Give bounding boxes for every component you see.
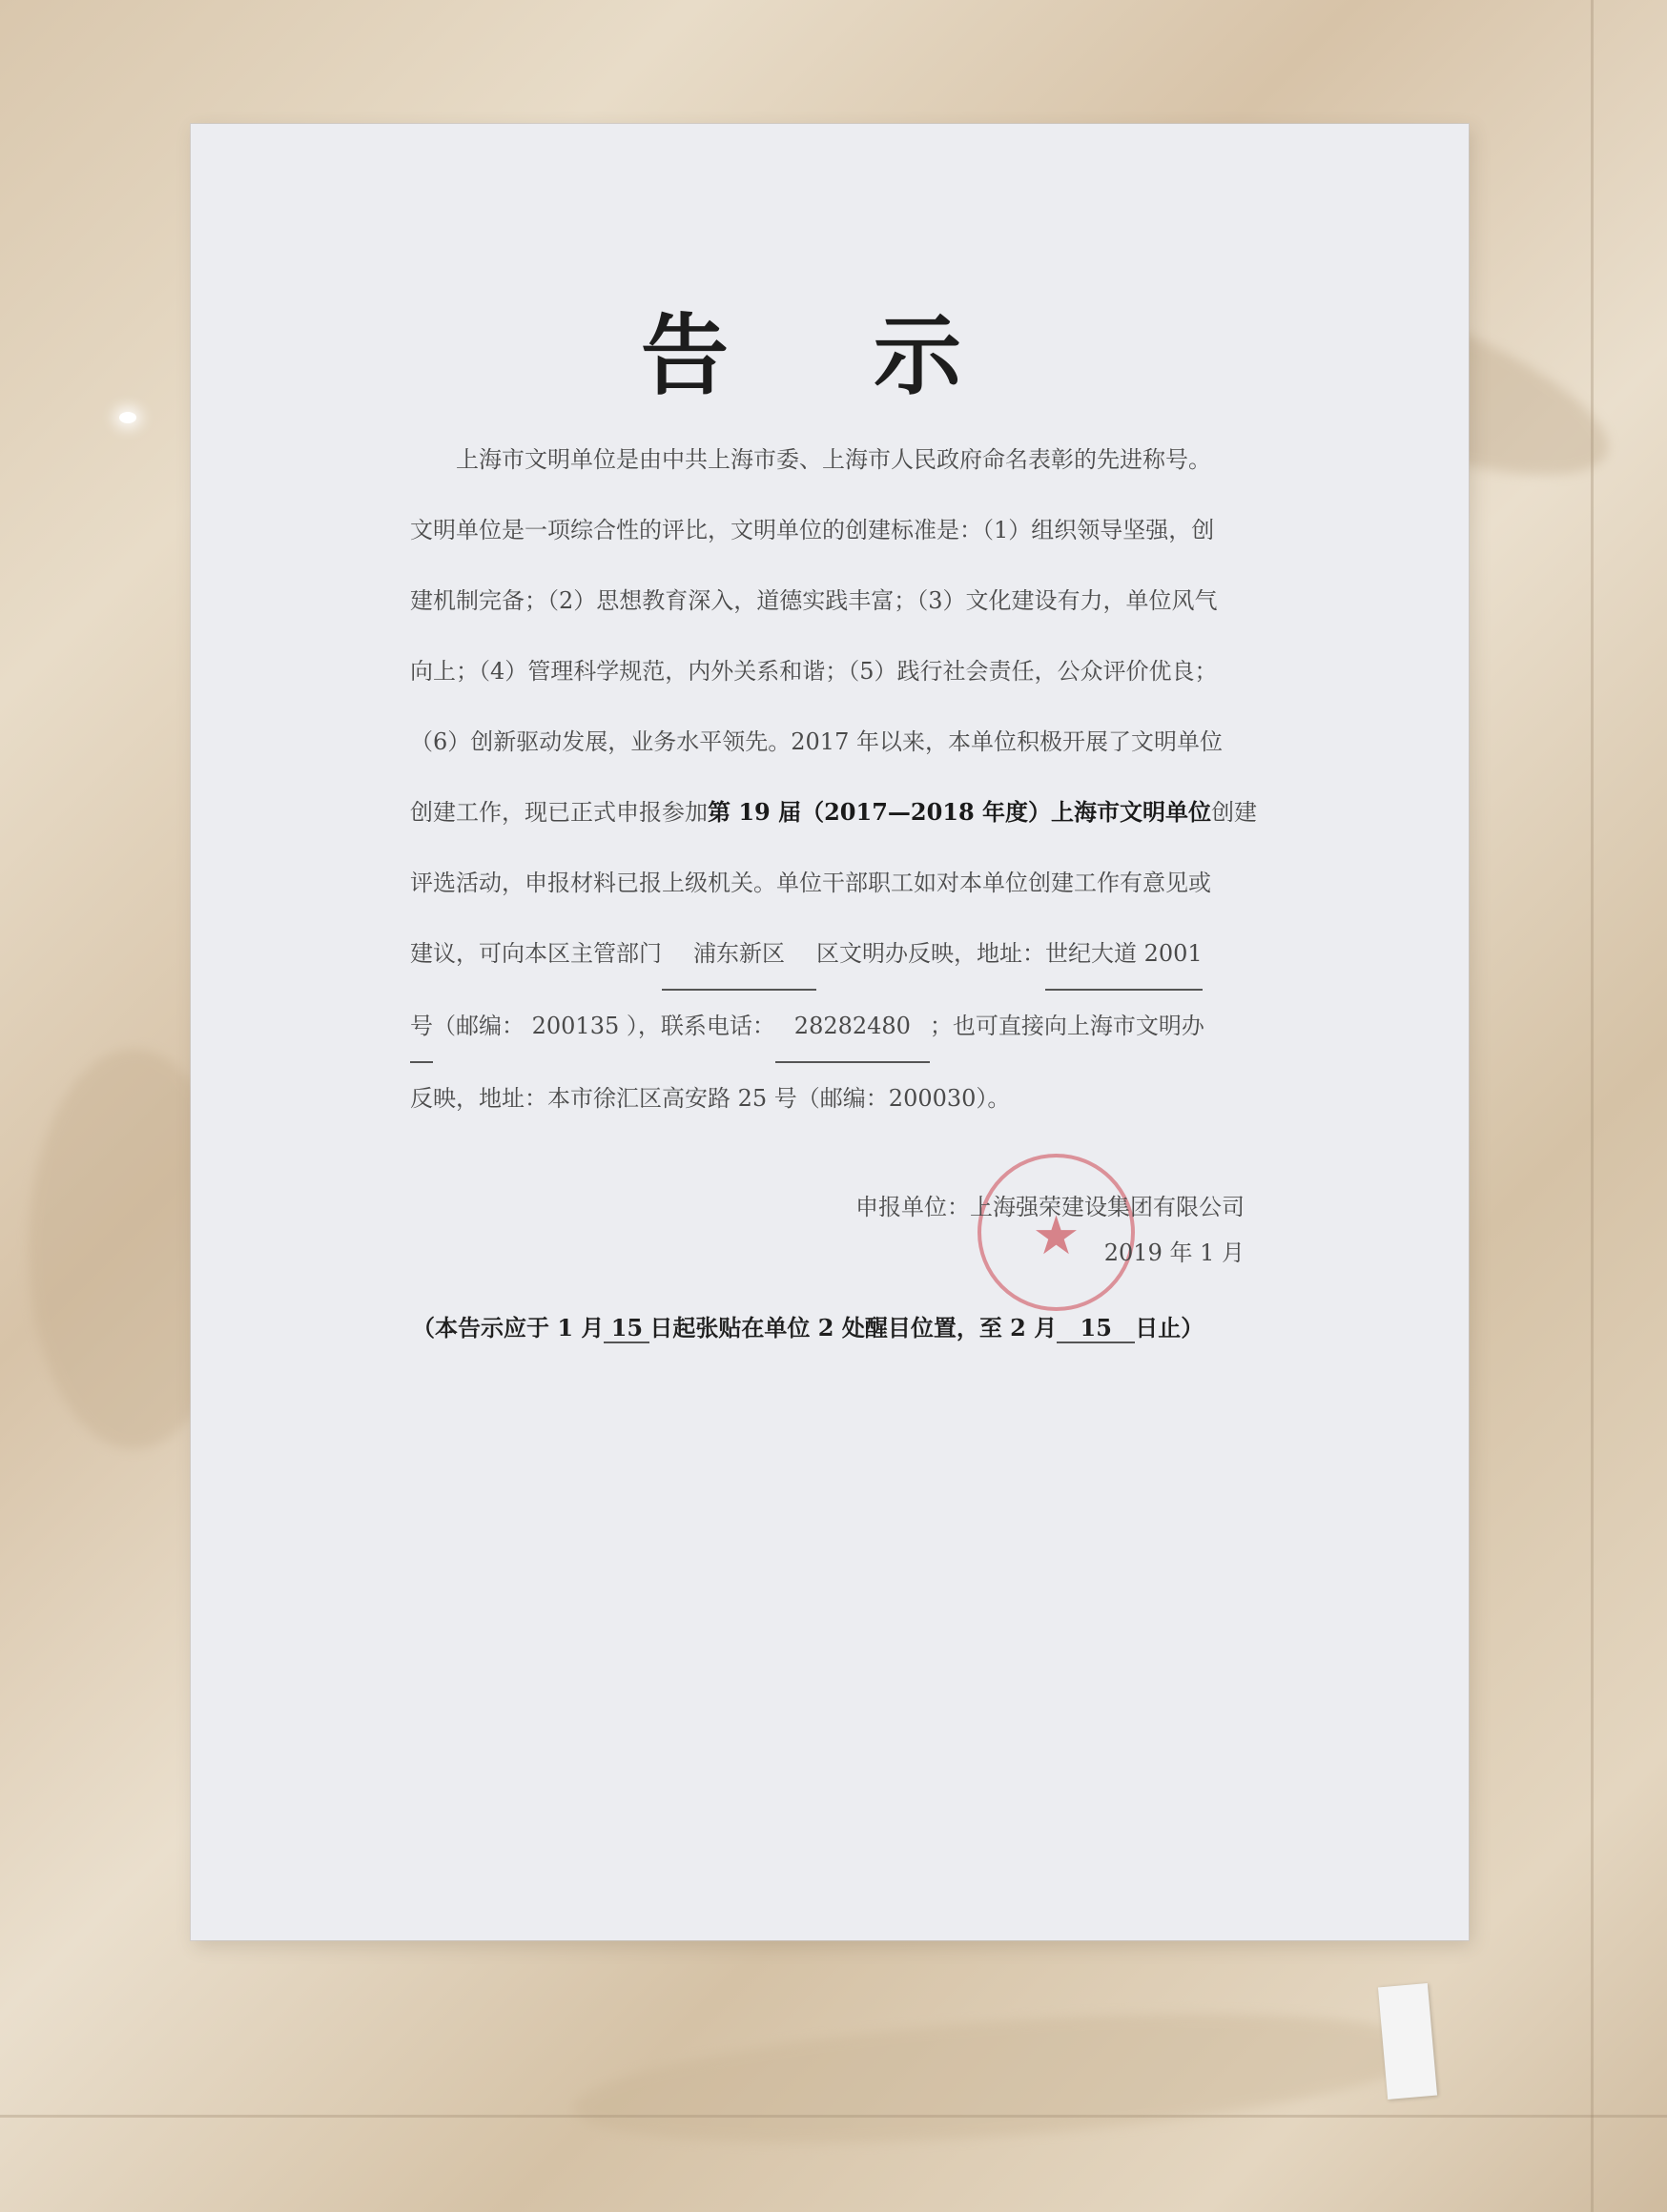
- body-line: （6）创新驱动发展，业务水平领先。2017 年以来，本单位积极开展了文明单位: [410, 728, 1223, 755]
- marble-vein: [569, 1992, 1433, 2165]
- body-line: 上海市文明单位是由中共上海市委、上海市人民政府命名表彰的先进称号。: [456, 446, 1211, 473]
- body-text-fragment: 建议，可向本区主管部门: [410, 940, 662, 967]
- start-day-field: 15: [604, 1314, 649, 1343]
- wall-sticker: [1378, 1983, 1437, 2099]
- posting-note: [412, 1309, 1204, 1343]
- address-field-cont: 号: [410, 991, 433, 1063]
- end-day-field: 15: [1057, 1314, 1135, 1343]
- body-line: [410, 991, 1240, 1063]
- light-glare: [119, 412, 136, 423]
- notice-date: 2019 年 1 月: [1103, 1239, 1245, 1266]
- body-line: [410, 777, 1258, 848]
- body-line: 文明单位是一项综合性的评比，文明单位的创建标准是：（1）组织领导坚强，创: [410, 517, 1215, 543]
- body-line: [410, 918, 1240, 991]
- address-field: 世纪大道 2001: [1045, 918, 1203, 991]
- note-fragment: （本告示应于 1 月: [412, 1314, 605, 1342]
- note-fragment: 日起张贴在单位 2 处醒目位置，至 2 月: [649, 1314, 1058, 1342]
- phone-field: 28282480: [775, 991, 930, 1063]
- body-text-fragment: ；也可直接向上海市文明办: [929, 1013, 1204, 1039]
- body-text-fragment: 创建工作，现已正式申报参加: [410, 799, 708, 826]
- tile-seam: [1591, 0, 1594, 2212]
- note-fragment: 日止）: [1135, 1314, 1204, 1342]
- body-text-fragment: （邮编： 200135 ），联系电话：: [433, 1013, 775, 1039]
- body-line: 建机制完备；（2）思想教育深入，道德实践丰富；（3）文化建设有力，单位风气: [410, 587, 1218, 614]
- notice-body: [410, 424, 1258, 1134]
- tile-seam: [0, 2115, 1667, 2118]
- notice-title: 告 示: [640, 304, 1019, 407]
- body-text-fragment: 区文明办反映，地址：: [816, 940, 1045, 967]
- body-line: 评选活动，申报材料已报上级机关。单位干部职工如对本单位创建工作有意见或: [410, 870, 1211, 896]
- notice-sheet: [191, 124, 1469, 1940]
- district-field: 浦东新区: [662, 918, 816, 991]
- body-text-fragment: 创建: [1211, 799, 1258, 826]
- applicant-name: 申报单位：上海强荣建设集团有限公司: [855, 1194, 1245, 1220]
- award-name: 第 19 届（2017—2018 年度）上海市文明单位: [708, 798, 1212, 826]
- body-line: 向上；（4）管理科学规范，内外关系和谐；（5）践行社会责任，公众评价优良；: [410, 658, 1218, 685]
- signature-block: [855, 1184, 1245, 1276]
- seal-star-icon: ★: [1032, 1204, 1080, 1267]
- body-line: 反映，地址：本市徐汇区高安路 25 号（邮编：200030）。: [410, 1085, 1011, 1112]
